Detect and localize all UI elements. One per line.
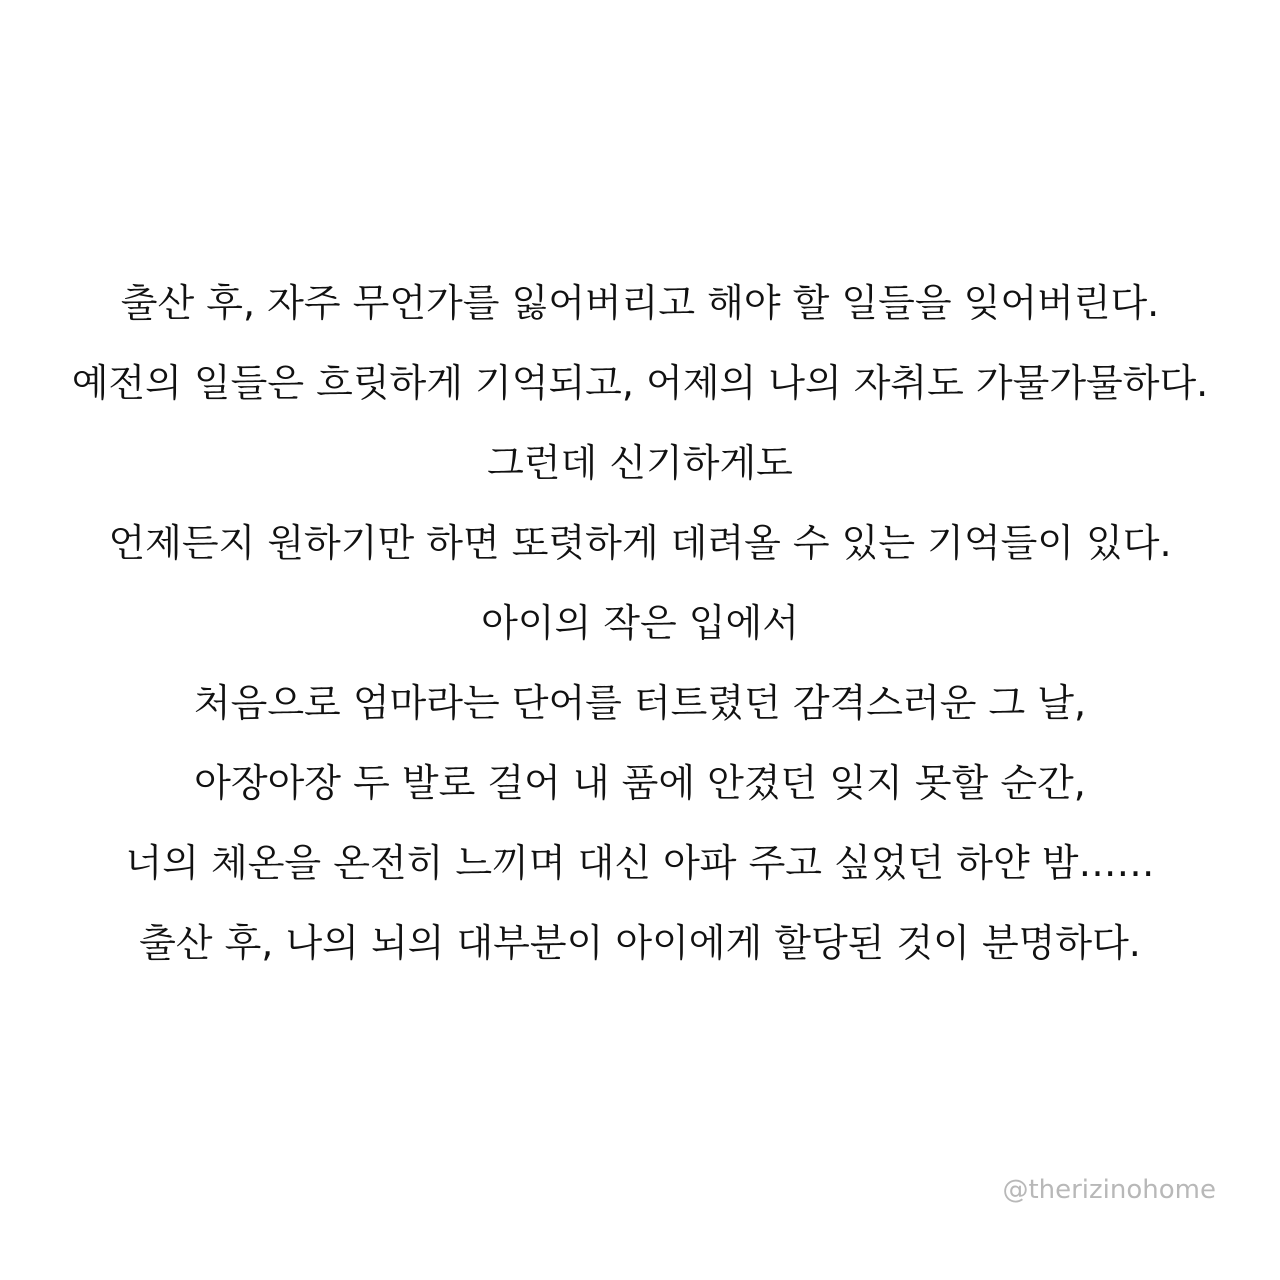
poem-line-2: 예전의 일들은 흐릿하게 기억되고, 어제의 나의 자취도 가물가물하다. [71,361,1209,405]
poem-line-6: 처음으로 엄마라는 단어를 터트렸던 감격스러운 그 날, [193,681,1087,725]
poem-line-4: 언제든지 원하기만 하면 또렷하게 데려올 수 있는 기억들이 있다. [108,521,1172,565]
poem-line-7: 아장아장 두 발로 걸어 내 품에 안겼던 잊지 못할 순간, [194,761,1086,805]
watermark-handle: @therizinohome [1002,1175,1216,1205]
poem-text-block [0,275,1280,995]
poem-line-8: 너의 체온을 온전히 느끼며 대신 아파 주고 싶었던 하얀 밤…… [125,841,1155,885]
poem-line-3: 그런데 신기하게도 [487,441,793,485]
poem-line-5: 아이의 작은 입에서 [481,601,799,645]
poem-line-9: 출산 후, 나의 뇌의 대부분이 아이에게 할당된 것이 분명하다. [139,921,1141,965]
poem-line-1: 출산 후, 자주 무언가를 잃어버리고 해야 할 일들을 잊어버린다. [120,281,1160,325]
